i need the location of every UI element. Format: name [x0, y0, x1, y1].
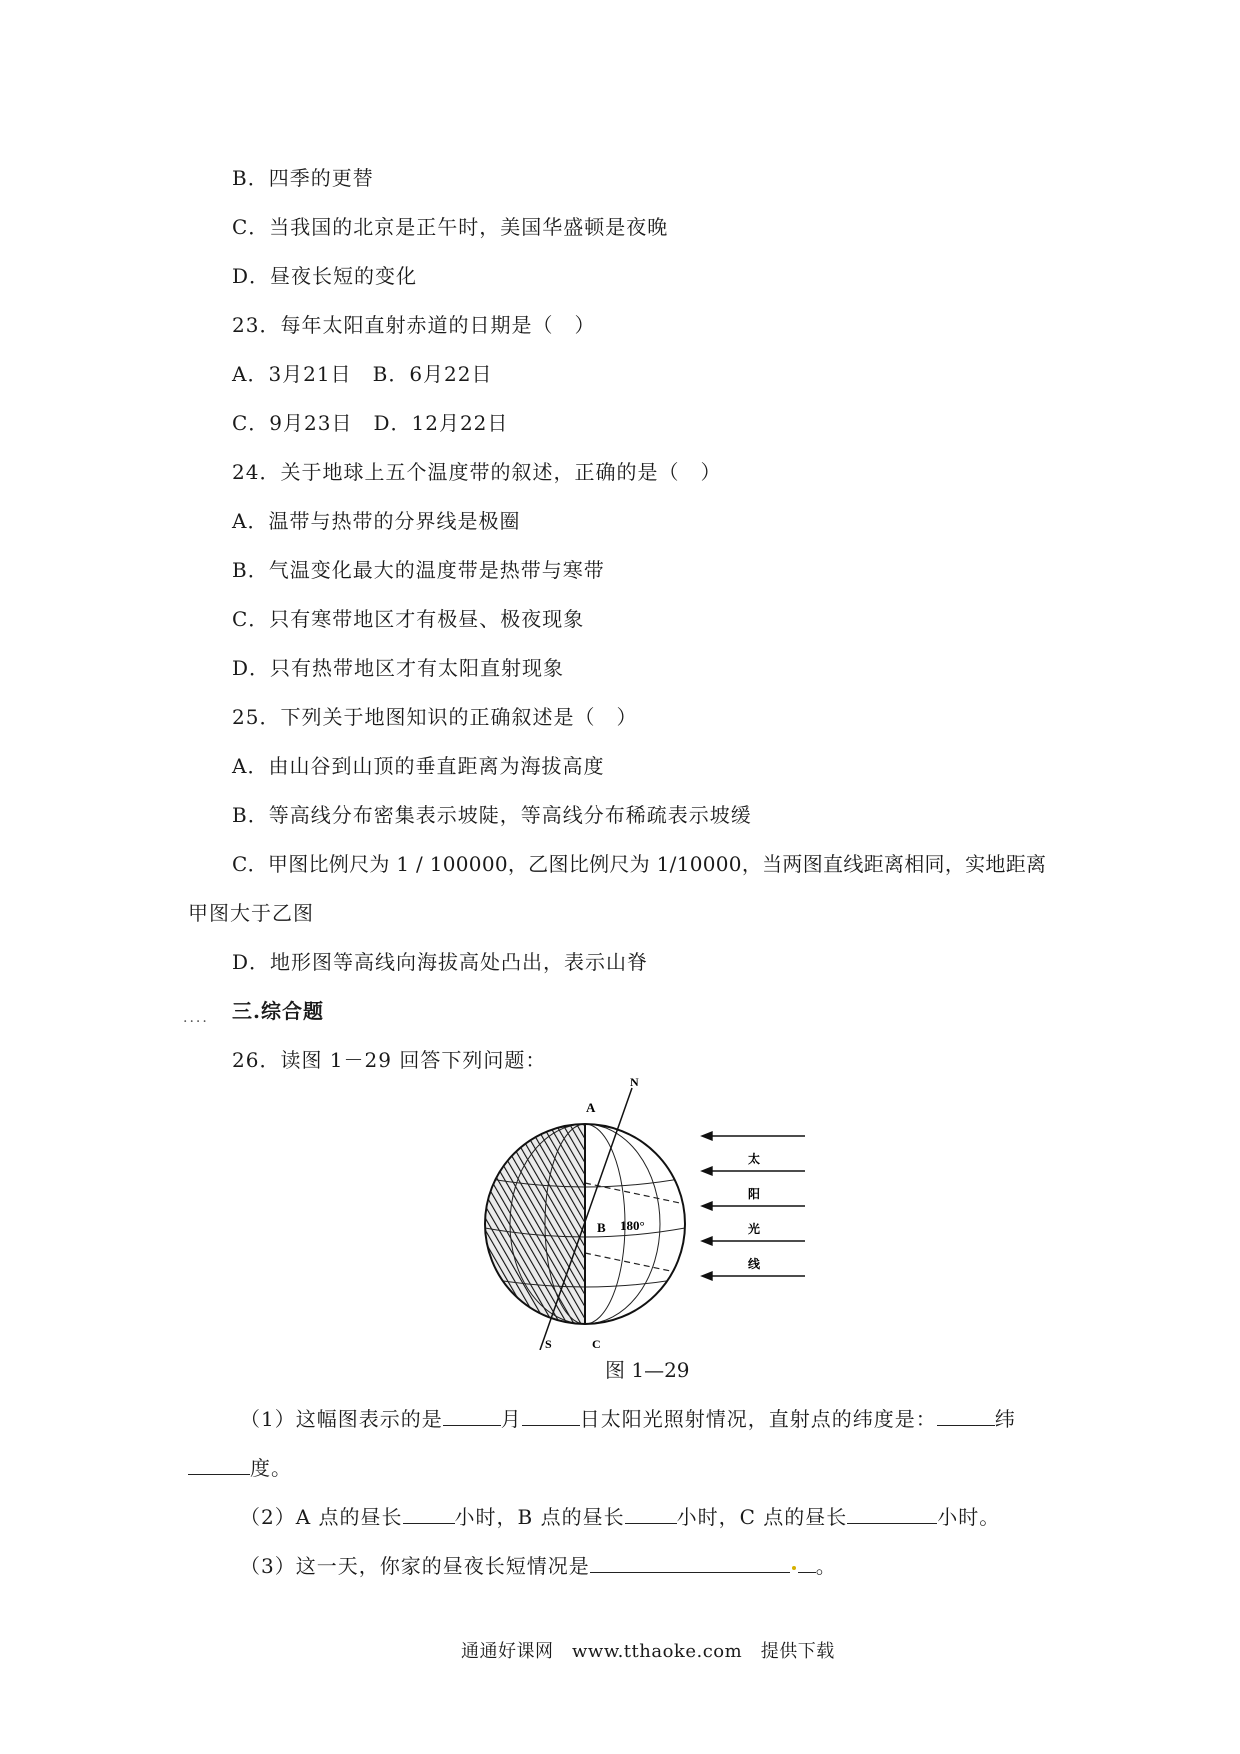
q25-option-c-line1: C．甲图比例尺为 1 / 100000，乙图比例尺为 1/10000，当两图直线距离相同，实地距离	[232, 852, 1047, 876]
q26-p3-text-b: 。	[815, 1554, 837, 1578]
q23-options-cd: C．9月23日 D．12月22日	[232, 411, 509, 435]
q24-option-d: D．只有热带地区才有太阳直射现象	[232, 656, 565, 680]
label-sun4: 线	[748, 1257, 761, 1271]
q24-option-c: C．只有寒带地区才有极昼、极夜现象	[232, 607, 585, 631]
answer-blank-b-daylength[interactable]	[625, 1505, 677, 1524]
label-sun2: 阳	[748, 1187, 761, 1201]
q25-option-d: D．地形图等高线向海拔高处凸出，表示山脊	[232, 950, 649, 974]
q26-p2-text-c: 小时，C 点的昼长	[676, 1505, 848, 1529]
answer-blank-day-night[interactable]	[590, 1554, 790, 1573]
q25-option-a: A．由山谷到山顶的垂直距离为海拔高度	[232, 754, 605, 778]
q26-p2-text-a: （2）A 点的昼长	[240, 1505, 403, 1529]
q23-options-ab: A．3月21日 B．6月22日	[232, 362, 493, 386]
q26-p1-text-e: 度。	[250, 1456, 292, 1480]
q26-part1-line2	[188, 1452, 292, 1481]
section-title: 三.综合题	[232, 999, 324, 1023]
label-c: C	[592, 1337, 601, 1350]
q26-part2	[240, 1501, 1000, 1530]
answer-blank-c-daylength[interactable]	[847, 1505, 937, 1524]
answer-blank-a-daylength[interactable]	[403, 1505, 455, 1524]
label-s: S	[545, 1337, 552, 1350]
q24-stem: 24．关于地球上五个温度带的叙述，正确的是（ ）	[232, 460, 722, 484]
stray-dot	[792, 1566, 796, 1570]
label-a: A	[586, 1100, 596, 1115]
label-180: 180°	[620, 1218, 645, 1233]
q22-option-d: D．昼夜长短的变化	[232, 264, 418, 288]
page-footer: 通通好课网 www.tthaoke.com 提供下载	[461, 1641, 835, 1662]
label-sun1: 太	[748, 1152, 761, 1166]
earth-illumination-figure	[480, 1078, 810, 1350]
q26-p1-text-b: 月	[500, 1407, 522, 1431]
q25-option-c-line2: 甲图大于乙图	[188, 901, 314, 925]
section-dots: ....	[183, 1010, 209, 1026]
figure-caption: 图 1—29	[605, 1358, 690, 1382]
q26-p2-text-d: 小时。	[937, 1505, 1001, 1529]
q22-option-b: B．四季的更替	[232, 166, 374, 190]
q26-stem: 26．读图 1－29 回答下列问题：	[232, 1048, 547, 1072]
q25-stem: 25．下列关于地图知识的正确叙述是（ ）	[232, 705, 638, 729]
label-b: B	[597, 1220, 606, 1235]
q22-option-c: C．当我国的北京是正午时，美国华盛顿是夜晚	[232, 215, 669, 239]
q24-option-b: B．气温变化最大的温度带是热带与寒带	[232, 558, 605, 582]
q24-option-a: A．温带与热带的分界线是极圈	[232, 509, 521, 533]
answer-blank-tail[interactable]	[798, 1554, 816, 1573]
q26-p1-text-d: 纬	[994, 1407, 1016, 1431]
answer-blank-latitude-dir[interactable]	[937, 1407, 995, 1426]
label-sun3: 光	[748, 1222, 761, 1236]
q26-part1-line1	[240, 1403, 1016, 1432]
answer-blank-month[interactable]	[443, 1407, 501, 1426]
label-n: N	[630, 1078, 639, 1089]
q26-p1-text-a: （1）这幅图表示的是	[240, 1407, 443, 1431]
q26-p2-text-b: 小时，B 点的昼长	[454, 1505, 625, 1529]
answer-blank-day[interactable]	[522, 1407, 580, 1426]
answer-blank-latitude-deg[interactable]	[188, 1456, 250, 1475]
q26-part3	[240, 1550, 837, 1579]
q25-option-b: B．等高线分布密集表示坡陡，等高线分布稀疏表示坡缓	[232, 803, 752, 827]
q26-p3-text-a: （3）这一天，你家的昼夜长短情况是	[240, 1554, 590, 1578]
q23-stem: 23．每年太阳直射赤道的日期是（ ）	[232, 313, 596, 337]
q26-p1-text-c: 日太阳光照射情况，直射点的纬度是：	[579, 1407, 937, 1431]
